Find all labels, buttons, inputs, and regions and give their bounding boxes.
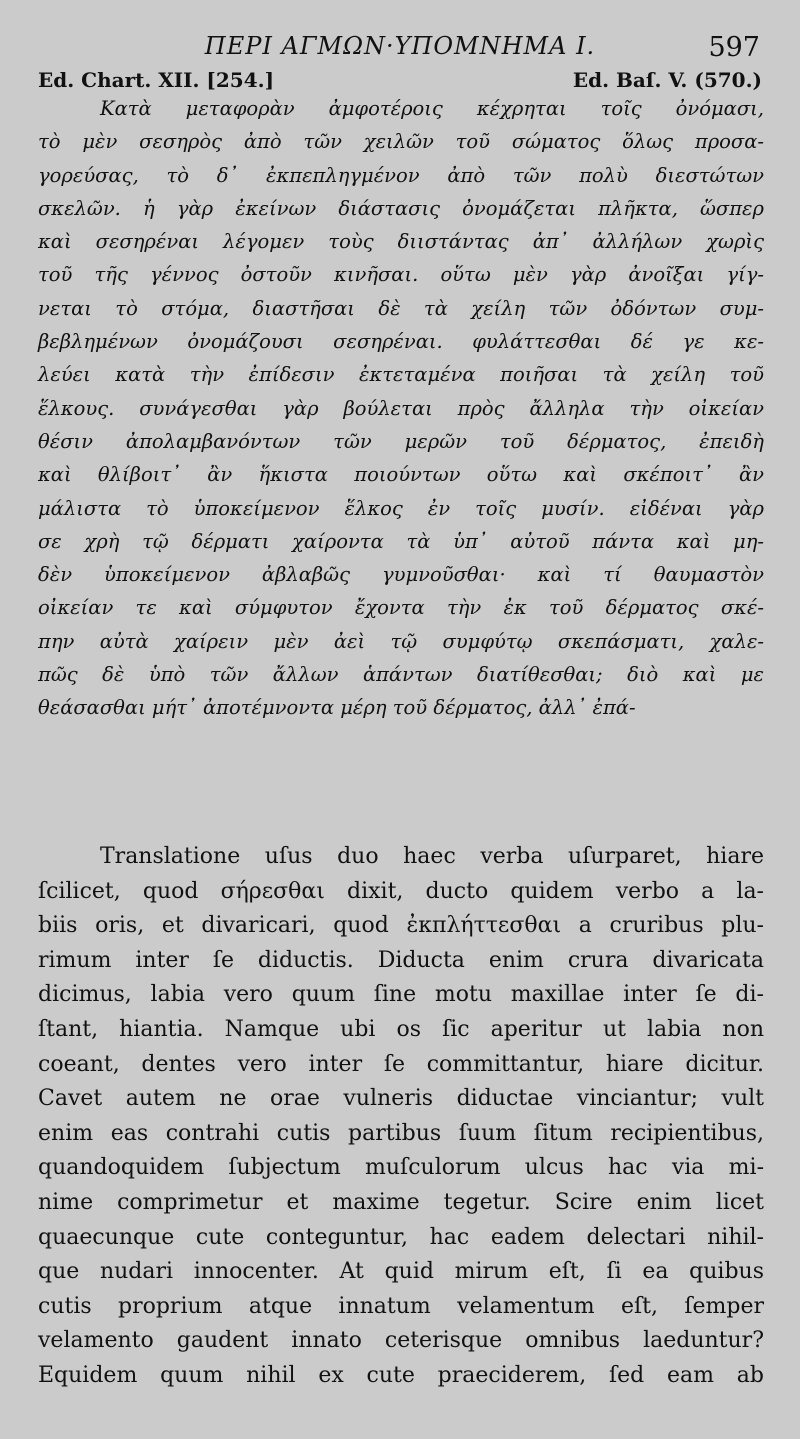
greek-text-line: τοῦ τῆς γέννος ὀστοῦν κινῆσαι. οὕτω μὲν γὰρ ἀνοῖξαι γίγ- <box>38 263 764 287</box>
greek-text-line: ἕλκους. συνάγεσθαι γὰρ βούλεται πρὸς ἄλληλα τὴν οἰκείαν <box>38 396 764 420</box>
latin-text-line: que nudari innocenter. At quid mirum eſt, ſi ea quibus <box>38 1259 764 1285</box>
greek-text-line: δὲν ὑποκείμενον ἀβλαβῶς γυμνοῦσθαι· καὶ τί θαυμαστὸν <box>38 563 764 587</box>
greek-text-line: θεάσασθαι μήτ᾽ ἀποτέμνοντα μέρη τοῦ δέρματος, ἀλλ᾽ ἐπά- <box>38 696 636 720</box>
latin-text-line: Cavet autem ne orae vulneris diductae vinciantur; vult <box>38 1086 764 1112</box>
latin-text-line: Equidem quum nihil ex cute praeciderem, ſed eam ab <box>38 1362 764 1388</box>
edition-reference-line <box>38 68 762 92</box>
greek-text-line: τὸ μὲν σεσηρὸς ἀπὸ τῶν χειλῶν τοῦ σώματος ὅλως προσα- <box>38 130 764 154</box>
latin-text-line: velamento gaudent innato ceterisque omnibus laeduntur? <box>38 1328 764 1354</box>
latin-text-line: cutis proprium atque innatum velamentum eſt, ſemper <box>38 1293 764 1319</box>
greek-text-line: καὶ σεσηρέναι λέγομεν τοὺς διιστάντας ἀπ᾽ ἀλλήλων χωρὶς <box>38 230 764 254</box>
greek-text-line: οἰκείαν τε καὶ σύμφυτον ἔχοντα τὴν ἐκ τοῦ δέρματος σκέ- <box>38 596 764 620</box>
greek-text-line: σκελῶν. ἡ γὰρ ἐκείνων διάστασις ὀνομάζεται πλῆκτα, ὥσπερ <box>38 196 764 220</box>
greek-text-line: πῶς δὲ ὑπὸ τῶν ἄλλων ἁπάντων διατίθεσθαι; διὸ καὶ με <box>38 663 764 687</box>
latin-text-line: biis oris, et divaricari, quod ἐκπλήττεσθαι a cruribus plu- <box>38 913 764 939</box>
latin-text-line: rimum inter ſe diductis. Diducta enim crura divaricata <box>38 947 764 973</box>
greek-text-line: μάλιστα τὸ ὑποκείμενον ἕλκος ἐν τοῖς μυσίν. εἰδέναι γὰρ <box>38 496 764 520</box>
latin-text-line: quandoquidem ſubjectum muſculorum ulcus hac via mi- <box>38 1155 764 1181</box>
greek-text-block <box>38 92 764 725</box>
greek-text-line: νεται τὸ στόμα, διαστῆσαι δὲ τὰ χείλη τῶν ὀδόντων συμ- <box>38 296 764 320</box>
greek-text-line: λεύει κατὰ τὴν ἐπίδεσιν ἐκτεταμένα ποιῆσαι τὰ χείλη τοῦ <box>38 363 764 387</box>
page-number: 597 <box>708 32 760 63</box>
latin-text-line: ſtant, hiantia. Namque ubi os ſic aperitur ut labia non <box>38 1016 764 1042</box>
greek-text-line: πην αὐτὰ χαίρειν μὲν ἀεὶ τῷ συμφύτῳ σκεπάσματι, χαλε- <box>38 629 764 653</box>
latin-text-line: coeant, dentes vero inter ſe committantur, hiare dicitur. <box>38 1051 764 1077</box>
greek-text-line: θέσιν ἀπολαμβανόντων τῶν μερῶν τοῦ δέρματος, ἐπειδὴ <box>38 429 764 453</box>
latin-text-line: nime comprimetur et maxime tegetur. Scire enim licet <box>38 1189 764 1215</box>
latin-text-line: ſcilicet, quod σήρεσθαι dixit, ducto quidem verbo a la- <box>38 878 764 904</box>
latin-text-line: Translatione uſus duo haec verba uſurparet, hiare <box>100 844 764 869</box>
latin-text-line: enim eas contrahi cutis partibus ſuum ſitum recipientibus, <box>38 1120 764 1146</box>
greek-text-line: καὶ θλίβοιτ᾽ ἂν ἥκιστα ποιούντων οὕτω καὶ σκέποιτ᾽ ἂν <box>38 463 764 487</box>
latin-translation-block <box>38 840 764 1394</box>
greek-text-line: Κατὰ μεταφορὰν ἀμφοτέροις κέχρηται τοῖς ὀνόμασι, <box>100 97 764 120</box>
greek-text-line: βεβλημένων ὀνομάζουσι σεσηρέναι. φυλάττεσθαι δέ γε κε- <box>38 330 764 354</box>
running-title: ΠΕΡΙ ΑΓΜΩΝ·ΥΠΟΜΝΗΜΑ Ι. <box>204 32 596 60</box>
greek-text-line: σε χρὴ τῷ δέρματι χαίροντα τὰ ὑπ᾽ αὐτοῦ πάντα καὶ μη- <box>38 529 764 553</box>
latin-text-line: quaecunque cute conteguntur, hac eadem delectari nihil- <box>38 1224 764 1250</box>
greek-text-line: γορεύσας, τὸ δ᾽ ἐκπεπληγμένον ἀπὸ τῶν πολὺ διεστώτων <box>38 163 764 187</box>
edition-reference-right: Ed. Baſ. V. (570.) <box>572 68 762 92</box>
latin-text-line: dicimus, labia vero quum ſine motu maxillae inter ſe di- <box>38 982 764 1008</box>
edition-reference-left: Ed. Chart. XII. [254.] <box>38 68 275 92</box>
